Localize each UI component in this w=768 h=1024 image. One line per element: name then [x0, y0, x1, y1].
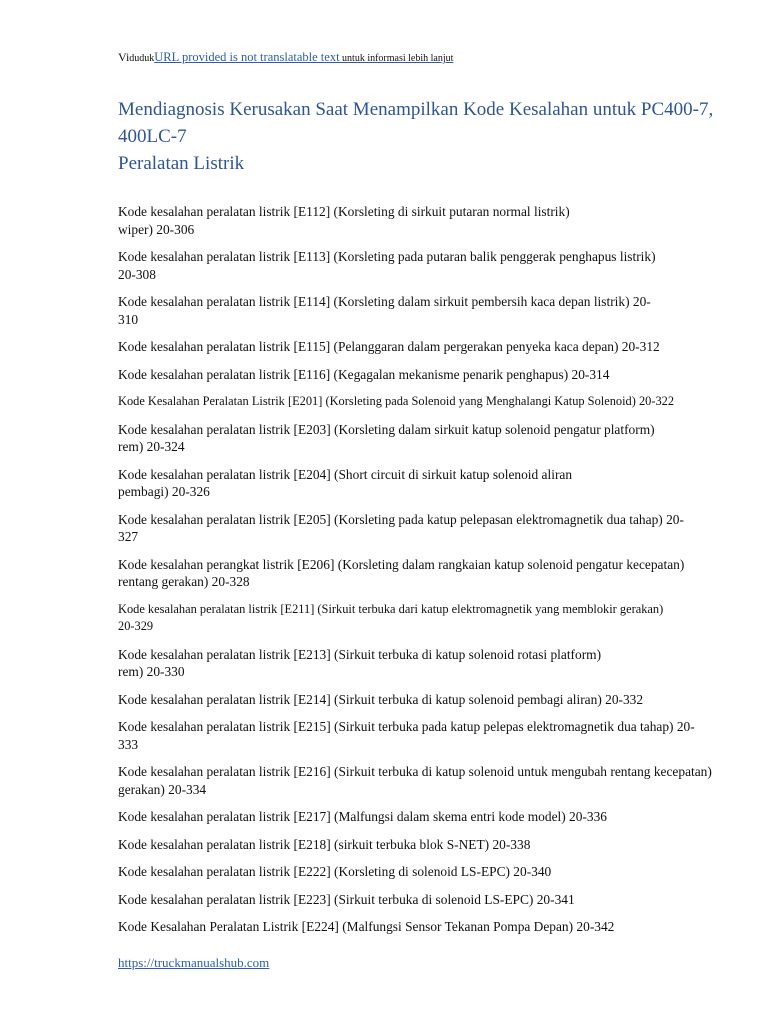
entry-line-2: 20-308: [118, 266, 156, 282]
list-item: [118, 466, 728, 501]
list-item: [118, 836, 728, 854]
entry-line-2: rem) 20-324: [118, 439, 185, 454]
title-line-1: Mendiagnosis Kerusakan Saat Menampilkan Kode Kesalahan untuk PC400-7, 400LC-7: [118, 99, 714, 147]
entry-line-1: Kode Kesalahan Peralatan Listrik [E201] (Korsleting pada Solenoid yang Menghalangi Katup Solenoid) 20-322: [118, 394, 675, 408]
entry-line-1: Kode kesalahan peralatan listrik [E216] (Sirkuit terbuka di katup solenoid untuk mengubah rentang kecepatan): [118, 764, 712, 779]
entry-line-2: gerakan) 20-334: [118, 781, 207, 797]
list-item: [118, 601, 728, 636]
entry-line-1: Kode kesalahan peralatan listrik [E113] (Korsleting pada putaran balik penggerak penghapus listrik): [118, 249, 656, 264]
entry-line-1: Kode kesalahan peralatan listrik [E205] (Korsleting pada katup pelepasan elektromagnetik dua tahap) 20-: [118, 511, 684, 527]
header-link[interactable]: URL provided is not translatable text: [154, 50, 340, 64]
entry-line-2: rem) 20-330: [118, 664, 185, 679]
entry-line-1: Kode kesalahan peralatan listrik [E211] (Sirkuit terbuka dari katup elektromagnetik yang memblokir gerakan): [118, 601, 664, 616]
list-item: [118, 646, 728, 681]
entry-line-1: Kode kesalahan peralatan listrik [E203] (Korsleting dalam sirkuit katup solenoid pengatur platform): [118, 421, 655, 437]
list-item: [118, 891, 728, 909]
entry-line-1: Kode kesalahan peralatan listrik [E112] (Korsleting di sirkuit putaran normal listrik): [118, 204, 570, 219]
entry-line-1: Kode kesalahan peralatan listrik [E218] (sirkuit terbuka blok S-NET) 20-338: [118, 836, 531, 852]
entry-line-1: Kode kesalahan peralatan listrik [E217] (Malfungsi dalam skema entri kode model) 20-336: [118, 809, 607, 824]
entry-line-2: wiper) 20-306: [118, 221, 195, 237]
list-item: [118, 421, 728, 456]
list-item: [118, 366, 728, 384]
list-item: [118, 808, 728, 826]
header-suffix: untuk informasi lebih lanjut: [339, 53, 454, 64]
entry-line-2: rentang gerakan) 20-328: [118, 574, 250, 589]
entry-line-1: Kode kesalahan peralatan listrik [E114] (Korsleting dalam sirkuit pembersih kaca depan listrik) 20-: [118, 294, 651, 309]
list-item: [118, 248, 728, 283]
header-prefix-small: duduk: [129, 53, 155, 64]
list-item: [118, 511, 728, 546]
list-item: [118, 393, 728, 411]
entry-line-2: 333: [118, 736, 139, 752]
entry-line-1: Kode kesalahan peralatan listrik [E214] (Sirkuit terbuka di katup solenoid pembagi aliran) 20-332: [118, 691, 644, 707]
entry-line-2: pembagi) 20-326: [118, 484, 210, 499]
entry-line-1: Kode kesalahan peralatan listrik [E204] (Short circuit di sirkuit katup solenoid aliran: [118, 466, 573, 482]
footer-link[interactable]: https://truckmanualshub.com: [118, 955, 270, 970]
entry-line-1: Kode Kesalahan Peralatan Listrik [E224] (Malfungsi Sensor Tekanan Pompa Depan) 20-342: [118, 919, 615, 934]
list-item: [118, 691, 728, 709]
entry-line-2: 310: [118, 311, 139, 327]
entry-line-1: Kode kesalahan peralatan listrik [E115] (Pelanggaran dalam pergerakan penyeka kaca depan) 20-312: [118, 339, 660, 354]
list-item: [118, 293, 728, 328]
list-item: [118, 338, 728, 356]
page-title: [118, 96, 758, 177]
list-item: [118, 203, 728, 238]
error-code-list: [118, 203, 728, 946]
entry-line-1: Kode kesalahan peralatan listrik [E116] (Kegagalan mekanisme penarik penghapus) 20-314: [118, 366, 610, 382]
entry-line-1: Kode kesalahan peralatan listrik [E223] (Sirkuit terbuka di solenoid LS-EPC) 20-341: [118, 891, 575, 907]
list-item: [118, 763, 728, 798]
title-line-2: Peralatan Listrik: [118, 153, 245, 174]
list-item: [118, 718, 728, 753]
list-item: [118, 863, 728, 881]
list-item: [118, 918, 728, 936]
entry-line-1: Kode kesalahan peralatan listrik [E222] (Korsleting di solenoid LS-EPC) 20-340: [118, 864, 552, 879]
entry-line-2: 20-329: [118, 619, 154, 633]
entry-line-2: 327: [118, 529, 139, 544]
entry-line-1: Kode kesalahan peralatan listrik [E215] (Sirkuit terbuka pada katup pelepas elektromagnetik dua tahap) 20-: [118, 719, 695, 734]
entry-line-1: Kode kesalahan peralatan listrik [E213] (Sirkuit terbuka di katup solenoid rotasi platform): [118, 646, 602, 662]
header-prefix: Vi: [118, 50, 130, 64]
header-line: [118, 50, 453, 65]
entry-line-1: Kode kesalahan perangkat listrik [E206] (Korsleting dalam rangkaian katup solenoid pengatur kecepatan): [118, 556, 685, 572]
list-item: [118, 556, 728, 591]
